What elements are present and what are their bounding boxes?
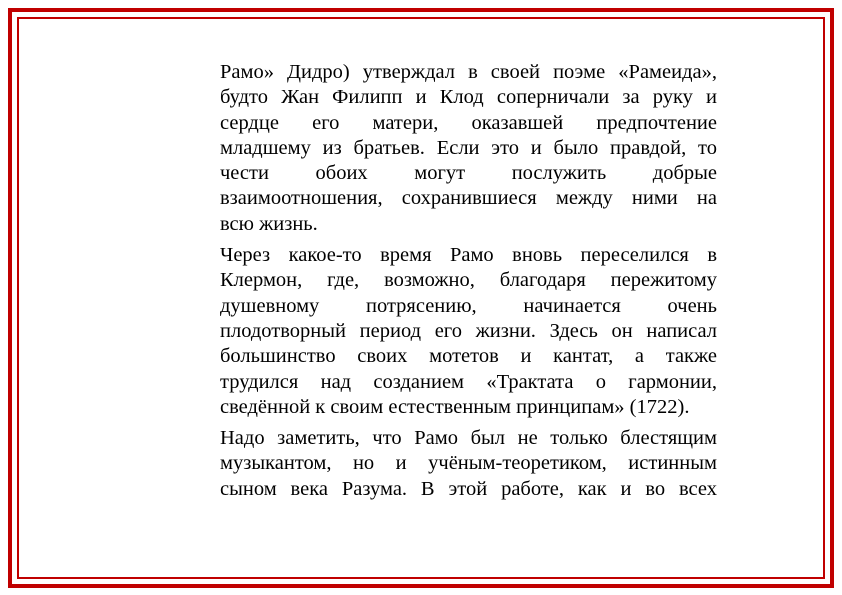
- text-line: Надо заметить, что Рамо был не только блестящим: [220, 427, 717, 450]
- text-line: всю жизнь.: [220, 212, 318, 235]
- body-text: [220, 60, 717, 508]
- text-line: Через какое-то время Рамо вновь переселился в: [220, 244, 717, 267]
- text-line: Клермон, где, возможно, благодаря пережитому: [220, 269, 717, 292]
- text-line: сердце его матери, оказавшей предпочтение: [220, 111, 717, 134]
- text-line: сыном века Разума. В этой работе, как и во всех: [220, 477, 717, 500]
- text-line: большинство своих мотетов и кантат, а также: [220, 345, 717, 368]
- text-line: сведённой к своим естественным принципам» (1722).: [220, 395, 690, 418]
- text-line: плодотворный период его жизни. Здесь он написал: [220, 319, 717, 342]
- text-line: взаимоотношения, сохранившиеся между ними на: [220, 187, 717, 210]
- text-line: чести обоих могут послужить добрые: [220, 162, 717, 185]
- text-line: душевному потрясению, начинается очень: [220, 294, 717, 317]
- text-line: Рамо» Дидро) утверждал в своей поэме «Рамеида»,: [220, 61, 717, 83]
- paragraph-2: [220, 243, 717, 420]
- paragraph-1: [220, 60, 717, 237]
- paragraph-3: [220, 426, 717, 502]
- text-line: трудился над созданием «Трактата о гармонии,: [220, 370, 717, 393]
- text-line: младшему из братьев. Если это и было правдой, то: [220, 136, 717, 159]
- text-line: будто Жан Филипп и Клод соперничали за руку и: [220, 86, 717, 109]
- text-line: музыкантом, но и учёным-теоретиком, истинным: [220, 452, 717, 475]
